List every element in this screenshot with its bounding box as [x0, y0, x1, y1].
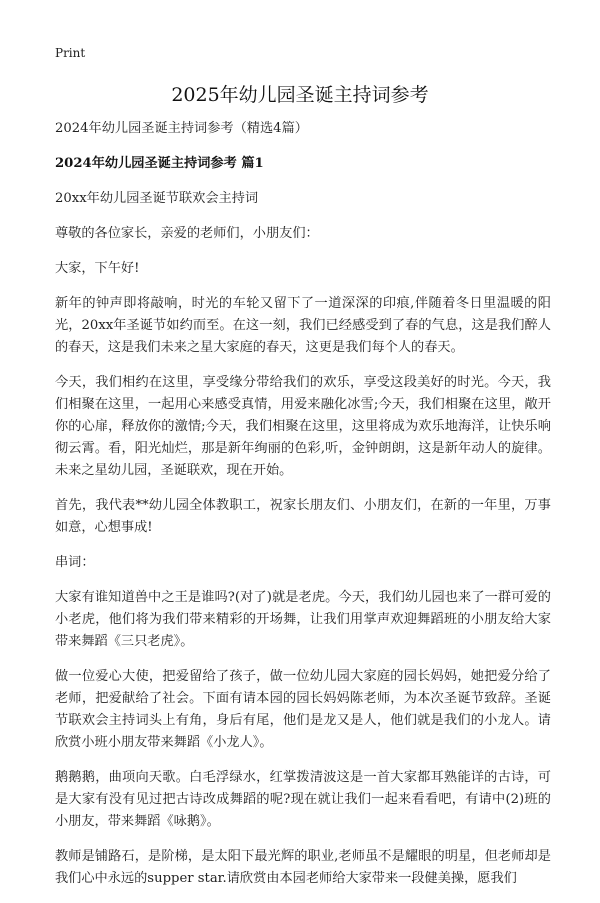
document-body: [55, 118, 551, 903]
paragraph: 今天，我们相约在这里，享受缘分带给我们的欢乐，享受这段美好的时光。今天，我们相聚在这里，一起用心来感受真情，用爱来融化冰雪;今天，我们相聚在这里，敞开你的心扉，释放你的激情;今天，我们相聚在这里，这里将成为欢乐地海洋，让快乐响彻云霄。看，阳光灿烂，那是新年绚丽的色彩,听，金钟朗朗，这是新年动人的旋律。未来之星幼儿园，圣诞联欢，现在开始。: [55, 375, 551, 478]
paragraph: 新年的钟声即将敲响，时光的车轮又留下了一道深深的印痕,伴随着冬日里温暖的阳光，20xx年圣诞节如约而至。在这一刻，我们已经感受到了春的气息，这是我们醉人的春天，这是我们未来之星大家庭的春天，这更是我们每个人的春天。: [55, 296, 551, 355]
paragraph: 首先，我代表**幼儿园全体教职工，祝家长朋友们、小朋友们，在新的一年里，万事如意，心想事成!: [55, 498, 551, 535]
print-link[interactable]: Print: [55, 46, 86, 60]
paragraph: 尊敬的各位家长，亲爱的老师们，小朋友们：: [55, 226, 319, 241]
document-title: 2025年幼儿园圣诞主持词参考: [171, 84, 429, 106]
paragraph: 做一位爱心大使，把爱留给了孩子，做一位幼儿园大家庭的园长妈妈，她把爱分给了老师，把爱献给了社会。下面有请本园的园长妈妈陈老师，为本次圣诞节致辞。圣诞节联欢会主持词头上有角，身后有尾，他们是龙又是人，他们就是我们的小龙人。请欣赏小班小朋友带来舞蹈《小龙人》。: [55, 669, 551, 750]
paragraph: 大家，下午好!: [55, 261, 140, 276]
paragraph: 20xx年幼儿园圣诞节联欢会主持词: [55, 191, 259, 206]
paragraph: 大家有谁知道兽中之王是谁吗?(对了)就是老虎。今天，我们幼儿园也来了一群可爱的小老虎，他们将为我们带来精彩的开场舞，让我们用掌声欢迎舞蹈班的小朋友给大家带来舞蹈《三只老虎》。: [55, 590, 551, 649]
paragraph: 鹅鹅鹅，曲项向天歌。白毛浮绿水，红掌拨清波这是一首大家都耳熟能详的古诗，可是大家有没有见过把古诗改成舞蹈的呢?现在就让我们一起来看看吧，有请中(2)班的小朋友，带来舞蹈《咏鹅》。: [55, 770, 551, 829]
paragraph: 教师是铺路石，是阶梯，是太阳下最光辉的职业,老师虽不是耀眼的明星，但老师却是我们心中永远的supper star.请欣赏由本园老师给大家带来一段健美操，愿我们: [55, 849, 551, 886]
section-heading: 2024年幼儿园圣诞主持词参考 篇1: [55, 156, 264, 171]
document-subtitle: 2024年幼儿园圣诞主持词参考（精选4篇）: [55, 121, 308, 136]
paragraph: 串词：: [55, 555, 95, 570]
